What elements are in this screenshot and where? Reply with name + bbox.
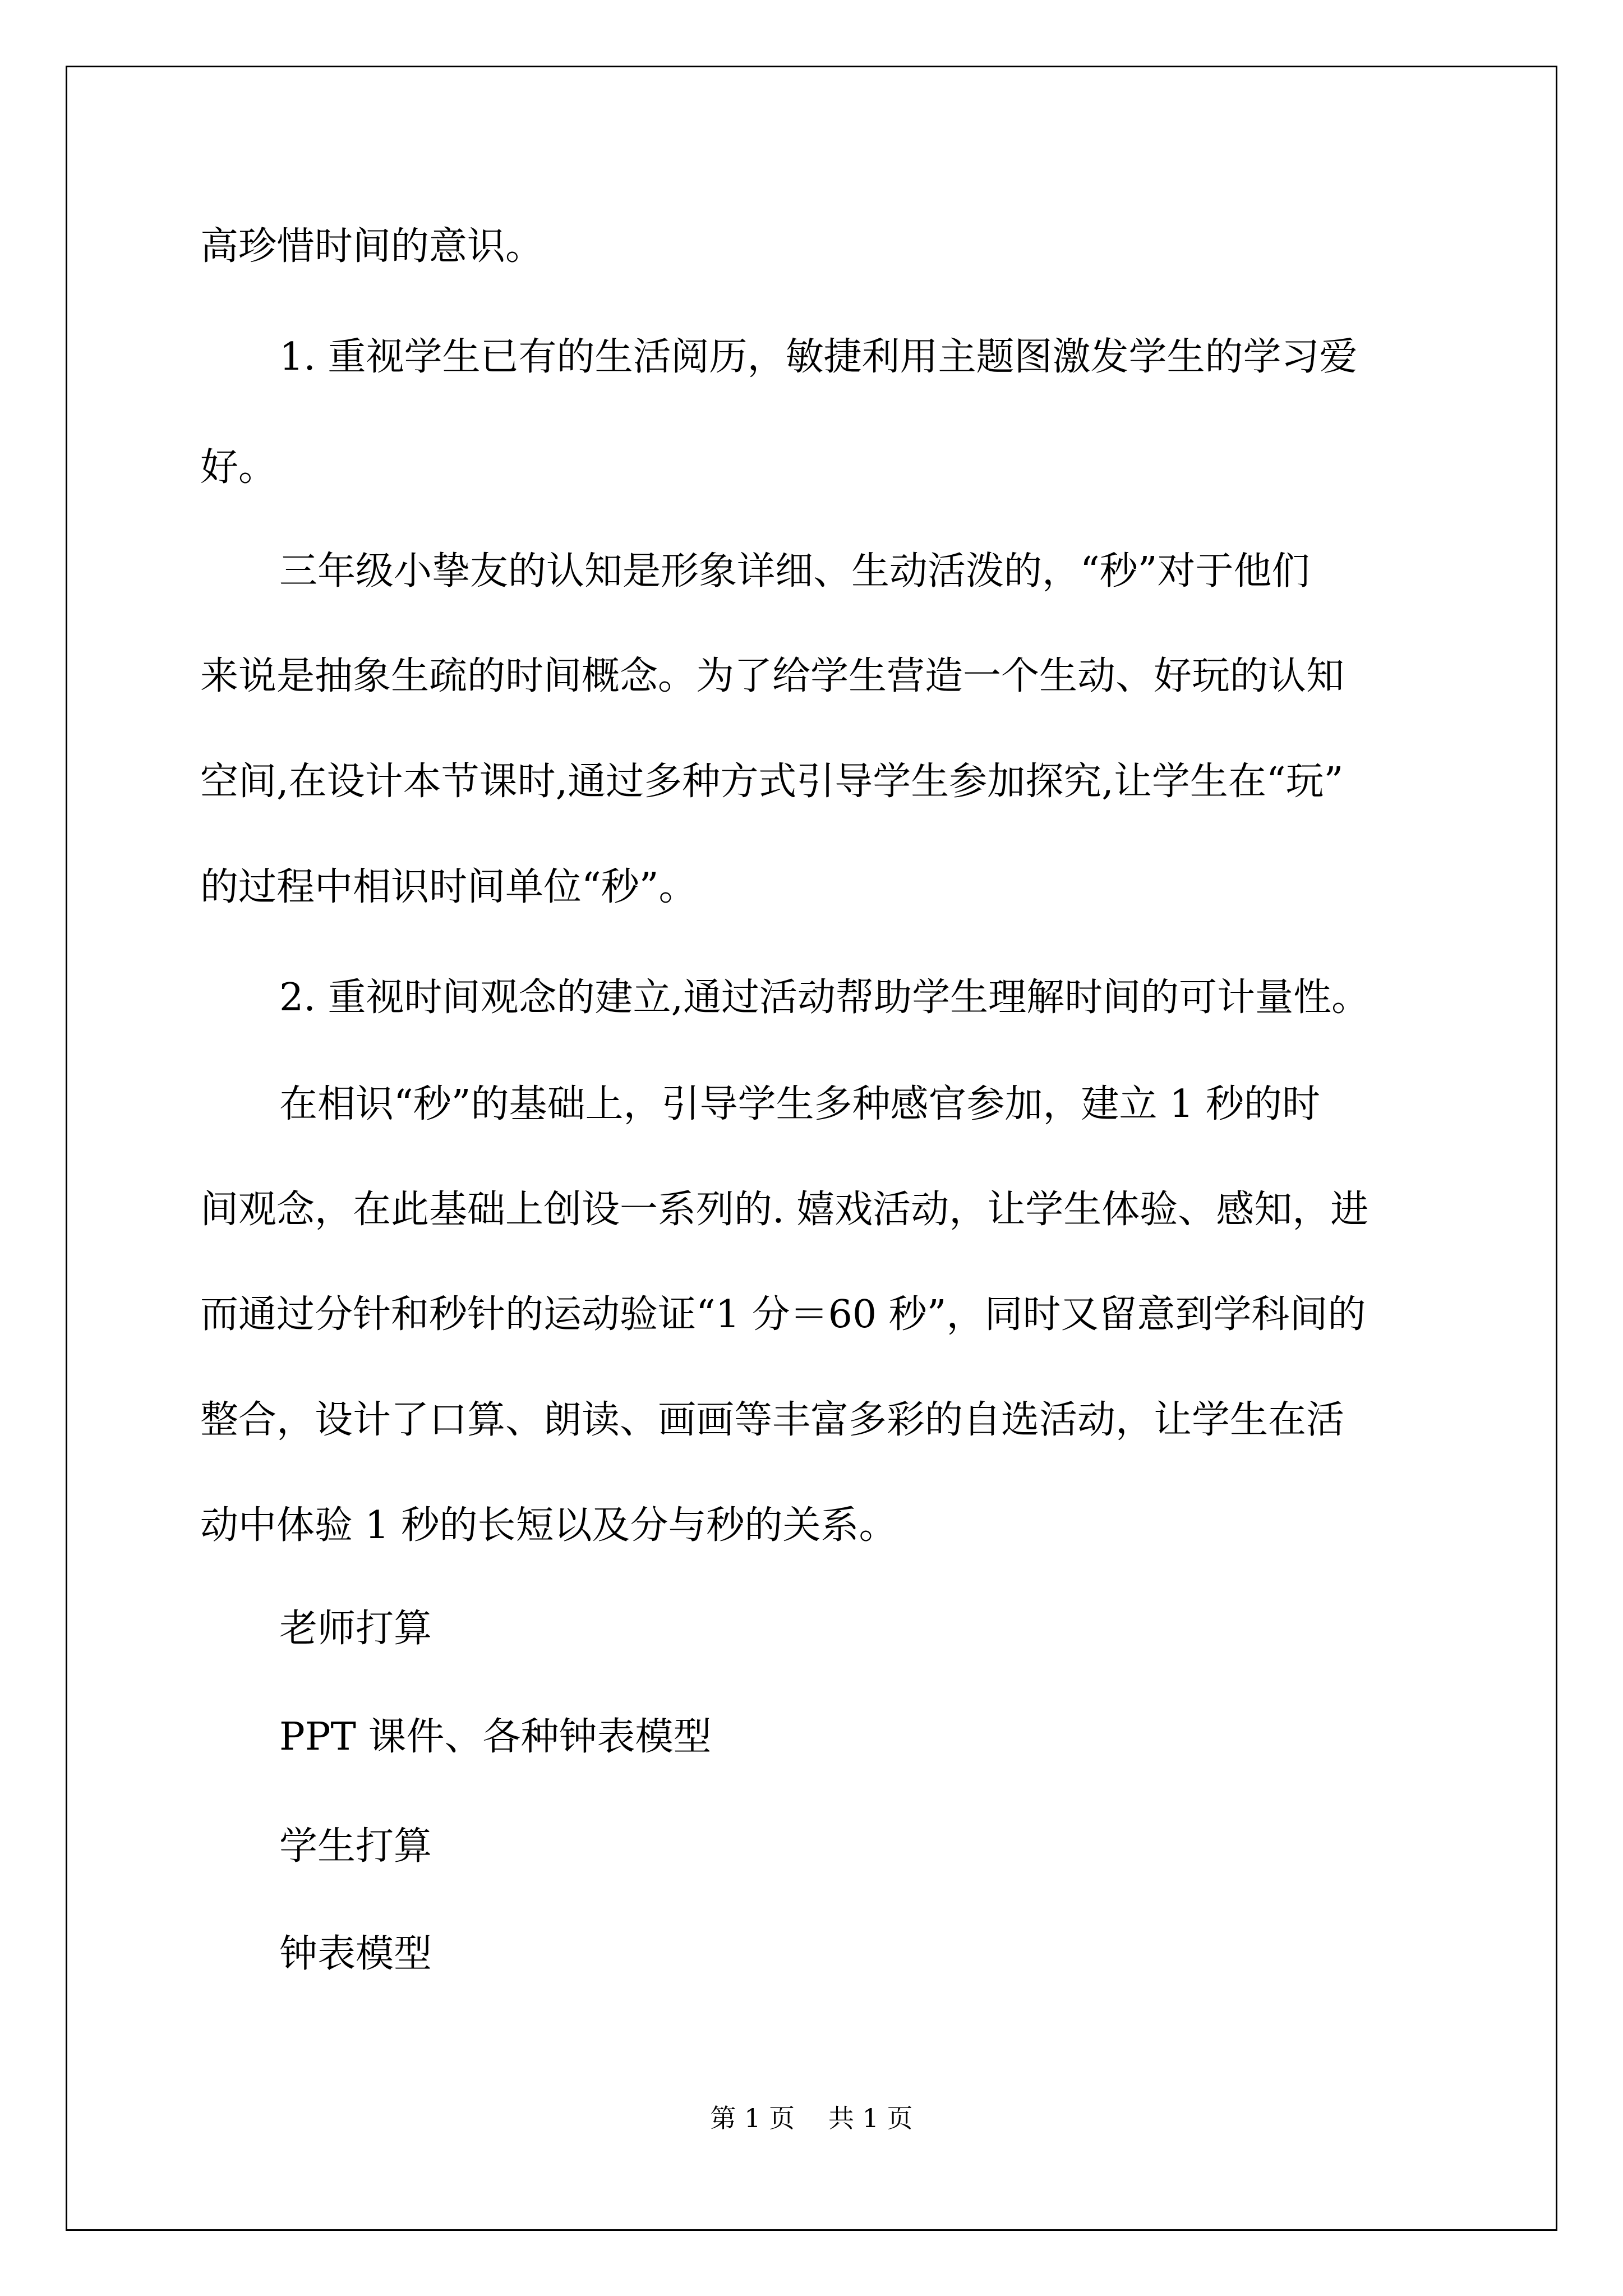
text-line: 钟表模型 xyxy=(279,1932,432,1976)
text-line: 在相识“秒”的基础上，引导学生多种感官参加，建立 1 秒的时 xyxy=(279,1082,1321,1126)
text-line: 老师打算 xyxy=(279,1607,432,1651)
page-border xyxy=(66,66,1557,2231)
text-line: 1. 重视学生已有的生活阅历，敏捷利用主题图激发学生的学习爱 xyxy=(279,335,1358,379)
text-line: 而通过分针和秒针的运动验证“1 分＝60 秒”，同时又留意到学科间的 xyxy=(200,1292,1366,1337)
page-number: 第 1 页 xyxy=(710,2103,795,2133)
text-line: 来说是抽象生疏的时间概念。为了给学生营造一个生动、好玩的认知 xyxy=(200,654,1345,698)
text-line: PPT 课件、各种钟表模型 xyxy=(279,1715,712,1759)
text-line: 学生打算 xyxy=(279,1824,432,1869)
page-total: 共 1 页 xyxy=(828,2103,913,2133)
text-line: 好。 xyxy=(200,445,277,490)
text-line: 2. 重视时间观念的建立,通过活动帮助学生理解时间的可计量性。 xyxy=(279,976,1370,1020)
text-line: 整合，设计了口算、朗读、画画等丰富多彩的自选活动，让学生在活 xyxy=(200,1398,1345,1442)
page-footer xyxy=(0,2098,1623,2135)
text-line: 高珍惜时间的意识。 xyxy=(200,224,544,269)
text-line: 三年级小挚友的认知是形象详细、生动活泼的，“秒”对于他们 xyxy=(279,549,1310,593)
text-line: 空间,在设计本节课时,通过多种方式引导学生参加探究,让学生在“玩” xyxy=(200,760,1344,804)
text-line: 的过程中相识时间单位“秒”。 xyxy=(200,865,697,909)
text-line: 间观念，在此基础上创设一系列的. 嬉戏活动，让学生体验、感知，进 xyxy=(200,1188,1369,1232)
text-line: 动中体验 1 秒的长短以及分与秒的关系。 xyxy=(200,1503,897,1548)
